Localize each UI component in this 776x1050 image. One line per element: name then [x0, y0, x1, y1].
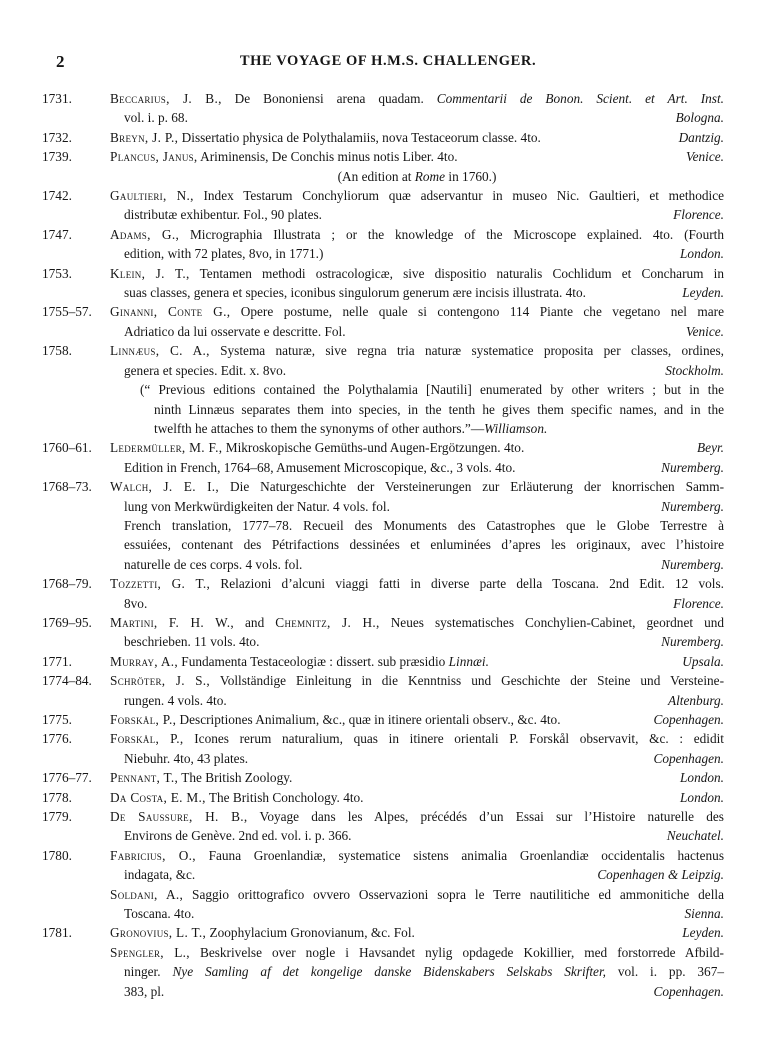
entry-text: Mikroskopische Gemüths-und Augen-Ergötzungen. 4to.: [225, 440, 525, 456]
bibliography-entry: [0, 438, 776, 477]
entry-place: Copenhagen.: [653, 983, 724, 999]
bibliography-entry: [0, 710, 776, 729]
entry-place: Nuremberg.: [661, 634, 724, 650]
entry-place: Nuremberg.: [661, 556, 724, 572]
entry-year: 1769–95.: [42, 614, 92, 630]
entry-author: Linnæus, C. A.,: [110, 343, 210, 359]
entry-place: Beyr.: [697, 440, 724, 456]
entry-year: 1781.: [42, 925, 72, 941]
bibliography-entry: [0, 671, 776, 710]
entry-subtext: French translation, 1777–78. Recueil des Monuments des Catastrophes que le Globe Terrestre à: [124, 517, 724, 533]
entry-place: Sienna.: [684, 906, 724, 922]
entry-text: indagata, &c.: [124, 867, 196, 883]
entry-text: Dissertatio physica de Polythalamiis, nova Testaceorum classe. 4to.: [181, 129, 541, 145]
entry-author: Gaultieri, N.,: [110, 188, 194, 204]
entry-text: Toscana. 4to.: [124, 906, 195, 922]
bibliography-entry: [0, 652, 776, 671]
entry-text: beschrieben. 11 vols. 4to.: [124, 634, 260, 650]
entry-author: Forskål, P.,: [110, 731, 184, 747]
entry-place: Florence.: [673, 595, 724, 611]
entry-author: Soldani, A.,: [110, 886, 184, 902]
entry-text: rungen. 4 vols. 4to.: [124, 692, 227, 708]
entry-place: Stockholm.: [665, 362, 724, 378]
entry-author: Plancus, Janus,: [110, 149, 198, 165]
entry-journal: Commentarii de Bonon. Scient. et Art. Inst.: [436, 91, 724, 106]
page-number: 2: [56, 52, 66, 71]
entry-text: Fauna Groenlandiæ, systematice sistens animalia Groenlandiæ occidentalis hactenus: [208, 847, 724, 863]
entry-year: 1774–84.: [42, 673, 92, 689]
page-header: [0, 52, 776, 72]
bibliography-entry: [0, 846, 776, 885]
entry-author: Beccarius, J. B.,: [110, 91, 222, 106]
entry-place: Neuchatel.: [666, 828, 724, 844]
entry-author: Pennant, T.,: [110, 770, 179, 786]
bibliography-entry: [0, 186, 776, 225]
entry-place: Upsala.: [682, 653, 724, 669]
bibliography-entry: [0, 613, 776, 652]
entry-place: Leyden.: [682, 285, 724, 301]
bibliography-list: [0, 89, 776, 1001]
entry-text: 8vo.: [124, 595, 148, 611]
entry-year: 1768–79.: [42, 576, 92, 592]
entry-text: Descriptiones Animalium, &c., quæ in itinere orientali observ., &c. 4to.: [179, 712, 561, 727]
entry-text: lung von Merkwürdigkeiten der Natur. 4 vols. fol.: [124, 498, 390, 514]
entry-place: Copenhagen.: [653, 750, 724, 766]
entry-text: vol. i. p. 68.: [124, 110, 188, 126]
entry-year: 1771.: [42, 653, 72, 669]
entry-author: Ginanni, Conte G.,: [110, 304, 231, 320]
entry-place: London.: [680, 246, 724, 262]
note-place: Rome: [414, 168, 446, 184]
entry-year: 1731.: [42, 91, 72, 106]
bibliography-entry: [0, 768, 776, 787]
entry-author: Schröter, J. S.,: [110, 673, 211, 689]
entry-author: Tozzetti, G. T.,: [110, 576, 211, 592]
bibliography-entry: [0, 225, 776, 264]
bibliography-entry: [0, 885, 776, 924]
entry-text: Voyage dans les Alpes, précédés d’un Essai sur l’Histoire naturelle des: [259, 809, 724, 825]
entry-text: Tentamen methodi ostracologicæ, sive dispositio naturalis Cochlidum et Concharum in: [199, 265, 725, 281]
entry-text: 383, pl.: [124, 983, 165, 999]
entry-place: Copenhagen & Leipzig.: [597, 867, 724, 883]
entry-text: suas classes, genera et species, iconibus singulorum generum ære incisis illustrata. 4to.: [124, 285, 586, 301]
entry-place: London.: [680, 789, 724, 805]
entry-author: Da Costa, E. M.,: [110, 789, 206, 805]
entry-author: Martini, F. H. W.,: [110, 614, 234, 630]
entry-author: Spengler, L.,: [110, 944, 190, 960]
entry-year: 1742.: [42, 188, 72, 204]
entry-text: Systema naturæ, sive regna tria naturæ systematice proposita per classes, ordines,: [220, 343, 724, 359]
entry-place: Copenhagen.: [653, 712, 724, 727]
entry-text: Index Testarum Conchyliorum quæ adservantur in museo Nic. Gaultieri, et methodice: [203, 188, 725, 204]
entry-italic: Linnæi.: [448, 653, 489, 669]
entry-year: 1775.: [42, 712, 72, 727]
entry-year: 1753.: [42, 265, 72, 281]
bibliography-entry: [0, 341, 776, 438]
bibliography-entry: [0, 574, 776, 613]
entry-text: distributæ exhibentur. Fol., 90 plates.: [124, 207, 322, 223]
entry-text: ninger.: [124, 964, 161, 980]
entry-text: De Bononiensi arena quadam.: [234, 91, 424, 106]
entry-year: 1755–57.: [42, 304, 92, 320]
entry-year: 1768–73.: [42, 479, 92, 495]
entry-author: Ledermüller, M. F.,: [110, 440, 223, 456]
bibliography-entry: [0, 943, 776, 1001]
entry-year: 1758.: [42, 343, 72, 359]
bibliography-entry: [0, 302, 776, 341]
entry-author: Breyn, J. P.,: [110, 129, 179, 145]
entry-place: Nuremberg.: [661, 498, 724, 514]
bibliography-entry: [0, 147, 776, 186]
entry-text: Relazioni d’alcuni viaggi fatti in diverse parte della Toscana. 2nd Edit. 12 vols.: [220, 576, 724, 592]
entry-author: Forskål, P.,: [110, 712, 177, 727]
entry-place: London.: [680, 770, 724, 786]
entry-year: 1776.: [42, 731, 72, 747]
quote-line: (“ Previous editions contained the Polythalamia [Nautili] enumerated by other writers ; but in the: [140, 382, 724, 398]
bibliography-entry: [0, 477, 776, 574]
entry-text: Beskrivelse over nogle i Havsandet nylig opdagede Kokillier, med forstorrede Afbild-: [199, 944, 724, 960]
entry-text: Ariminensis, De Conchis minus notis Liber. 4to.: [200, 149, 458, 165]
entry-text: and: [245, 614, 265, 630]
entry-text: Micrographia Illustrata ; or the knowledge of the Microscope explained. 4to. (Fourth: [189, 226, 724, 242]
entry-text: The British Zoology.: [181, 770, 293, 786]
note-text: (An edition at: [337, 168, 412, 184]
bibliography-entry: [0, 788, 776, 807]
entry-text: Fundamenta Testaceologiæ : dissert. sub præsidio: [181, 653, 446, 669]
entry-author: De Saussure, H. B.,: [110, 809, 248, 825]
bibliography-entry: [0, 89, 776, 128]
entry-place: Venice.: [685, 149, 724, 165]
entry-text: Icones rerum naturalium, quas in itinere orientali P. Forskål observavit, &c. : edidit: [194, 731, 724, 747]
entry-author: Murray, A.,: [110, 653, 178, 669]
entry-journal: Nye Samling af det kongelige danske Bidenskabers Selskabs Skrifter,: [172, 964, 606, 980]
entry-year: 1779.: [42, 809, 72, 825]
entry-subtext: essuiées, contenant des Pétrifactions dessinées et enluminées d’apres les originaux, avec l’histoire: [124, 537, 724, 553]
entry-place: Florence.: [673, 207, 724, 223]
entry-text: Saggio orittografico ovvero Osservazioni sopra le Terre nautilitiche ed ammonitiche della: [192, 886, 724, 902]
entry-text: Vollständige Einleitung in die Kenntniss und Geschichte der Steine und Versteine-: [219, 673, 724, 689]
entry-text: edition, with 72 plates, 8vo, in 1771.): [124, 246, 324, 262]
bibliography-entry: [0, 729, 776, 768]
quote-author: Williamson.: [484, 420, 548, 436]
bibliography-entry: [0, 807, 776, 846]
entry-year: 1778.: [42, 789, 72, 805]
quote-line: ninth Linnæus separates them into species, in the tenth he gives them specific names, and in the: [154, 401, 724, 417]
quote-line: twelfth he attaches to them the synonyms of other authors.”—: [154, 420, 485, 436]
entry-text: vol. i. pp. 367–: [617, 964, 725, 980]
entry-subtext: Edition in French, 1764–68, Amusement Microscopique, &c., 3 vols. 4to.: [124, 459, 516, 475]
entry-author: Gronovius, L. T.,: [110, 925, 207, 941]
entry-year: 1732.: [42, 129, 72, 145]
entry-text: Adriatico da lui osservate e descritte. Fol.: [124, 323, 346, 339]
entry-place: Leyden.: [682, 925, 724, 941]
entry-year: 1760–61.: [42, 440, 92, 456]
entry-year: 1776–77.: [42, 770, 92, 786]
entry-text: Die Naturgeschichte der Versteinerungen zur Erläuterung der knorrischen Samm-: [230, 479, 725, 495]
entry-subtext: naturelle de ces corps. 4 vols. fol.: [124, 556, 303, 572]
entry-year: 1780.: [42, 847, 72, 863]
entry-text: genera et species. Edit. x. 8vo.: [124, 362, 287, 378]
bibliography-entry: [0, 128, 776, 147]
entry-note: [110, 167, 724, 186]
entry-author: Chemnitz, J. H.,: [275, 614, 380, 630]
entry-year: 1739.: [42, 149, 72, 165]
note-text: in 1760.): [448, 168, 497, 184]
entry-author: Klein, J. T.,: [110, 265, 190, 281]
bibliography-entry: [0, 264, 776, 303]
entry-place: Bologna.: [675, 110, 724, 126]
entry-author: Walch, J. E. I.,: [110, 479, 220, 495]
entry-year: 1747.: [42, 226, 72, 242]
entry-text: Niebuhr. 4to, 43 plates.: [124, 750, 249, 766]
entry-author: Adams, G.,: [110, 226, 180, 242]
entry-author: Fabricius, O.,: [110, 847, 196, 863]
entry-text: Zoophylacium Gronovianum, &c. Fol.: [209, 925, 415, 941]
entry-text: Environs de Genève. 2nd ed. vol. i. p. 366.: [124, 828, 352, 844]
bibliography-entry: [0, 923, 776, 942]
entry-text: Opere postume, nelle quale si contengono 114 Piante che vegetano nel mare: [240, 304, 724, 320]
entry-text: The British Conchology. 4to.: [208, 789, 364, 805]
entry-text: Neues systematisches Conchylien-Cabinet, geordnet und: [390, 614, 725, 630]
entry-place: Altenburg.: [667, 692, 724, 708]
entry-place: Dantzig.: [678, 129, 724, 145]
entry-place: Nuremberg.: [661, 459, 724, 475]
running-title: THE VOYAGE OF H.M.S. CHALLENGER.: [239, 53, 537, 69]
entry-place: Venice.: [685, 323, 724, 339]
